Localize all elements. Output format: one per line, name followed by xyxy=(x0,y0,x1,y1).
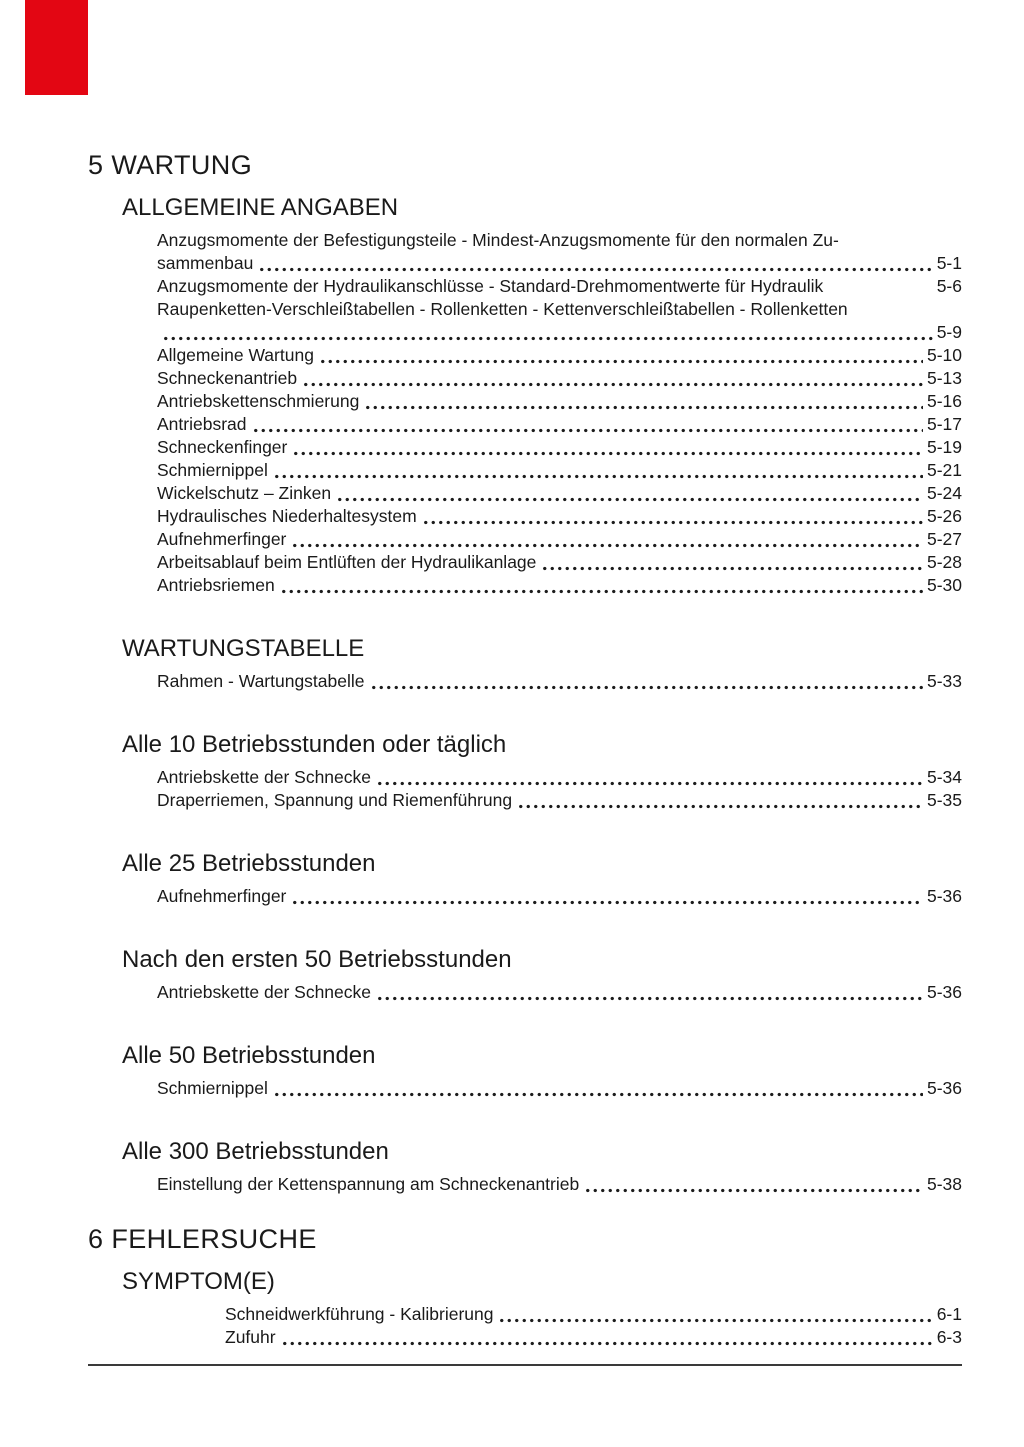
dot-leader xyxy=(336,497,923,502)
section-heading: Alle 10 Betriebsstunden oder täglich xyxy=(122,731,507,758)
toc-entry-page: 5-38 xyxy=(926,1174,962,1194)
toc-entry-page: 6-3 xyxy=(936,1327,962,1347)
dot-leader xyxy=(273,474,923,479)
toc-entry-page: 6-1 xyxy=(936,1304,962,1324)
dot-leader xyxy=(281,1341,933,1346)
toc-entry xyxy=(157,981,962,1004)
toc-entry xyxy=(157,670,962,693)
toc-entry-page: 5-36 xyxy=(926,1078,962,1098)
toc-entry xyxy=(157,1173,962,1196)
dot-leader xyxy=(319,359,923,364)
toc-entry-page: 5-28 xyxy=(926,552,962,572)
dot-leader xyxy=(252,428,923,433)
toc-entry-list xyxy=(157,670,962,693)
section-heading: Alle 25 Betriebsstunden xyxy=(122,850,376,877)
chapter-6 xyxy=(88,1224,962,1349)
toc-entry xyxy=(157,482,962,505)
toc-entry-title: Schmiernippel xyxy=(157,1078,268,1098)
dot-leader xyxy=(292,451,923,456)
toc-entry-title: Draperriemen, Spannung und Riemenführung xyxy=(157,790,513,810)
dot-leader xyxy=(302,382,923,387)
toc-entry-page: 5-13 xyxy=(926,368,962,388)
toc-entry xyxy=(157,1077,962,1100)
toc-section xyxy=(122,194,962,597)
toc-entry-page: 5-24 xyxy=(926,483,962,503)
toc-entry-list xyxy=(225,1303,962,1349)
toc-section xyxy=(122,850,962,908)
dot-leader xyxy=(584,1188,923,1193)
toc-entry-page: 5-9 xyxy=(936,322,962,342)
toc-entry-page: 5-17 xyxy=(926,414,962,434)
section-heading: Nach den ersten 50 Betriebsstunden xyxy=(122,946,512,973)
dot-leader xyxy=(162,336,933,341)
toc-entry xyxy=(157,344,962,367)
toc-entry-title: Zufuhr xyxy=(225,1327,276,1347)
toc-entry-page: 5-27 xyxy=(926,529,962,549)
toc-entry xyxy=(157,229,962,275)
section-heading: Alle 300 Betriebsstunden xyxy=(122,1138,389,1165)
dot-leader xyxy=(273,1092,923,1097)
chapter-title: 5 WARTUNG xyxy=(88,150,253,180)
toc-entry xyxy=(157,505,962,528)
chapter-title: 6 FEHLERSUCHE xyxy=(88,1224,317,1254)
section-heading: ALLGEMEINE ANGABEN xyxy=(122,194,399,221)
toc-entry-title-line1: Raupenketten-Verschleißtabellen - Rollenketten - Kettenverschleißtabellen - Rollenketten xyxy=(157,299,848,319)
toc-entry xyxy=(157,766,962,789)
dot-leader xyxy=(376,781,923,786)
toc-entry-title: Antriebsrad xyxy=(157,414,247,434)
toc-entry-page: 5-35 xyxy=(926,790,962,810)
toc-entry xyxy=(225,1326,962,1349)
dot-leader xyxy=(498,1318,932,1323)
toc-entry-list xyxy=(157,229,962,597)
toc-entry-page: 5-10 xyxy=(926,345,962,365)
toc-entry-title-line1: Anzugsmomente der Befestigungsteile - Mindest-Anzugsmomente für den normalen Zu- xyxy=(157,230,839,250)
toc-entry-page: 5-34 xyxy=(926,767,962,787)
toc-entry-title: Schmiernippel xyxy=(157,460,268,480)
dot-leader xyxy=(291,543,923,548)
toc-entry-page: 5-1 xyxy=(936,253,962,273)
toc-entry xyxy=(225,1303,962,1326)
toc-entry xyxy=(157,413,962,436)
dot-leader xyxy=(291,900,923,905)
dot-leader xyxy=(517,804,923,809)
toc-entry-title: Wickelschutz – Zinken xyxy=(157,483,332,503)
toc-entry-page: 5-21 xyxy=(926,460,962,480)
toc-entry xyxy=(157,528,962,551)
toc-entry-title: Schneidwerkführung - Kalibrierung xyxy=(225,1304,494,1324)
dot-leader xyxy=(364,405,923,410)
toc-entry-title: Antriebskette der Schnecke xyxy=(157,767,372,787)
toc-section xyxy=(122,731,962,812)
toc-entry-list xyxy=(157,981,962,1004)
toc-entry xyxy=(157,436,962,459)
toc-entry-title: Aufnehmerfinger xyxy=(157,886,287,906)
dot-leader xyxy=(280,589,923,594)
toc-section xyxy=(122,1138,962,1196)
chapter-5 xyxy=(88,150,962,1196)
toc-section xyxy=(122,1268,962,1349)
toc-entry-title: Anzugsmomente der Hydraulikanschlüsse - Standard-Drehmomentwerte für Hydraulik xyxy=(157,276,824,296)
toc-section xyxy=(122,635,962,693)
toc-entry-page: 5-36 xyxy=(926,982,962,1002)
chapter-tab-marker xyxy=(25,0,88,95)
toc-entry-title: Antriebskette der Schnecke xyxy=(157,982,372,1002)
toc-entry xyxy=(157,367,962,390)
toc-entry-page: 5-36 xyxy=(926,886,962,906)
toc-entry xyxy=(157,789,962,812)
section-heading: SYMPTOM(E) xyxy=(122,1268,275,1295)
toc-entry-page: 5-33 xyxy=(926,671,962,691)
toc-entry-page: 5-6 xyxy=(936,276,962,296)
dot-leader xyxy=(370,685,923,690)
toc-entry-list xyxy=(157,766,962,812)
toc-entry-list xyxy=(157,1077,962,1100)
toc-entry xyxy=(157,275,962,298)
toc-entry-title: Arbeitsablauf beim Entlüften der Hydraulikanlage xyxy=(157,552,537,572)
toc-entry xyxy=(157,390,962,413)
toc-entry-title: Antriebskettenschmierung xyxy=(157,391,360,411)
dot-leader xyxy=(422,520,923,525)
toc-entry-title: Antriebsriemen xyxy=(157,575,275,595)
toc-entry-title: Einstellung der Kettenspannung am Schneckenantrieb xyxy=(157,1174,580,1194)
toc-entry-title: Rahmen - Wartungstabelle xyxy=(157,671,365,691)
toc-entry-page: 5-26 xyxy=(926,506,962,526)
dot-leader xyxy=(258,267,932,272)
dot-leader xyxy=(541,566,923,571)
toc-entry-list xyxy=(157,1173,962,1196)
toc-entry-title: Allgemeine Wartung xyxy=(157,345,314,365)
footer-rule xyxy=(88,1364,962,1366)
toc-section xyxy=(122,1042,962,1100)
toc-entry-title: Schneckenfinger xyxy=(157,437,288,457)
toc-entry-page: 5-16 xyxy=(926,391,962,411)
toc-entry-title: Schneckenantrieb xyxy=(157,368,298,388)
section-heading: WARTUNGSTABELLE xyxy=(122,635,365,662)
toc-entry xyxy=(157,574,962,597)
toc-entry-page: 5-19 xyxy=(926,437,962,457)
section-heading: Alle 50 Betriebsstunden xyxy=(122,1042,376,1069)
toc-entry-title: Hydraulisches Niederhaltesystem xyxy=(157,506,417,526)
toc-entry-list xyxy=(157,885,962,908)
toc-entry xyxy=(157,459,962,482)
dot-leader xyxy=(828,290,932,295)
toc-entry-title: Aufnehmerfinger xyxy=(157,529,287,549)
toc-section xyxy=(122,946,962,1004)
toc-entry-page: 5-30 xyxy=(926,575,962,595)
dot-leader xyxy=(376,996,923,1001)
toc-entry xyxy=(157,551,962,574)
toc-entry-title-line2: sammenbau xyxy=(157,253,254,273)
toc-entry xyxy=(157,885,962,908)
toc-entry xyxy=(157,298,962,344)
toc-content xyxy=(88,150,962,1349)
